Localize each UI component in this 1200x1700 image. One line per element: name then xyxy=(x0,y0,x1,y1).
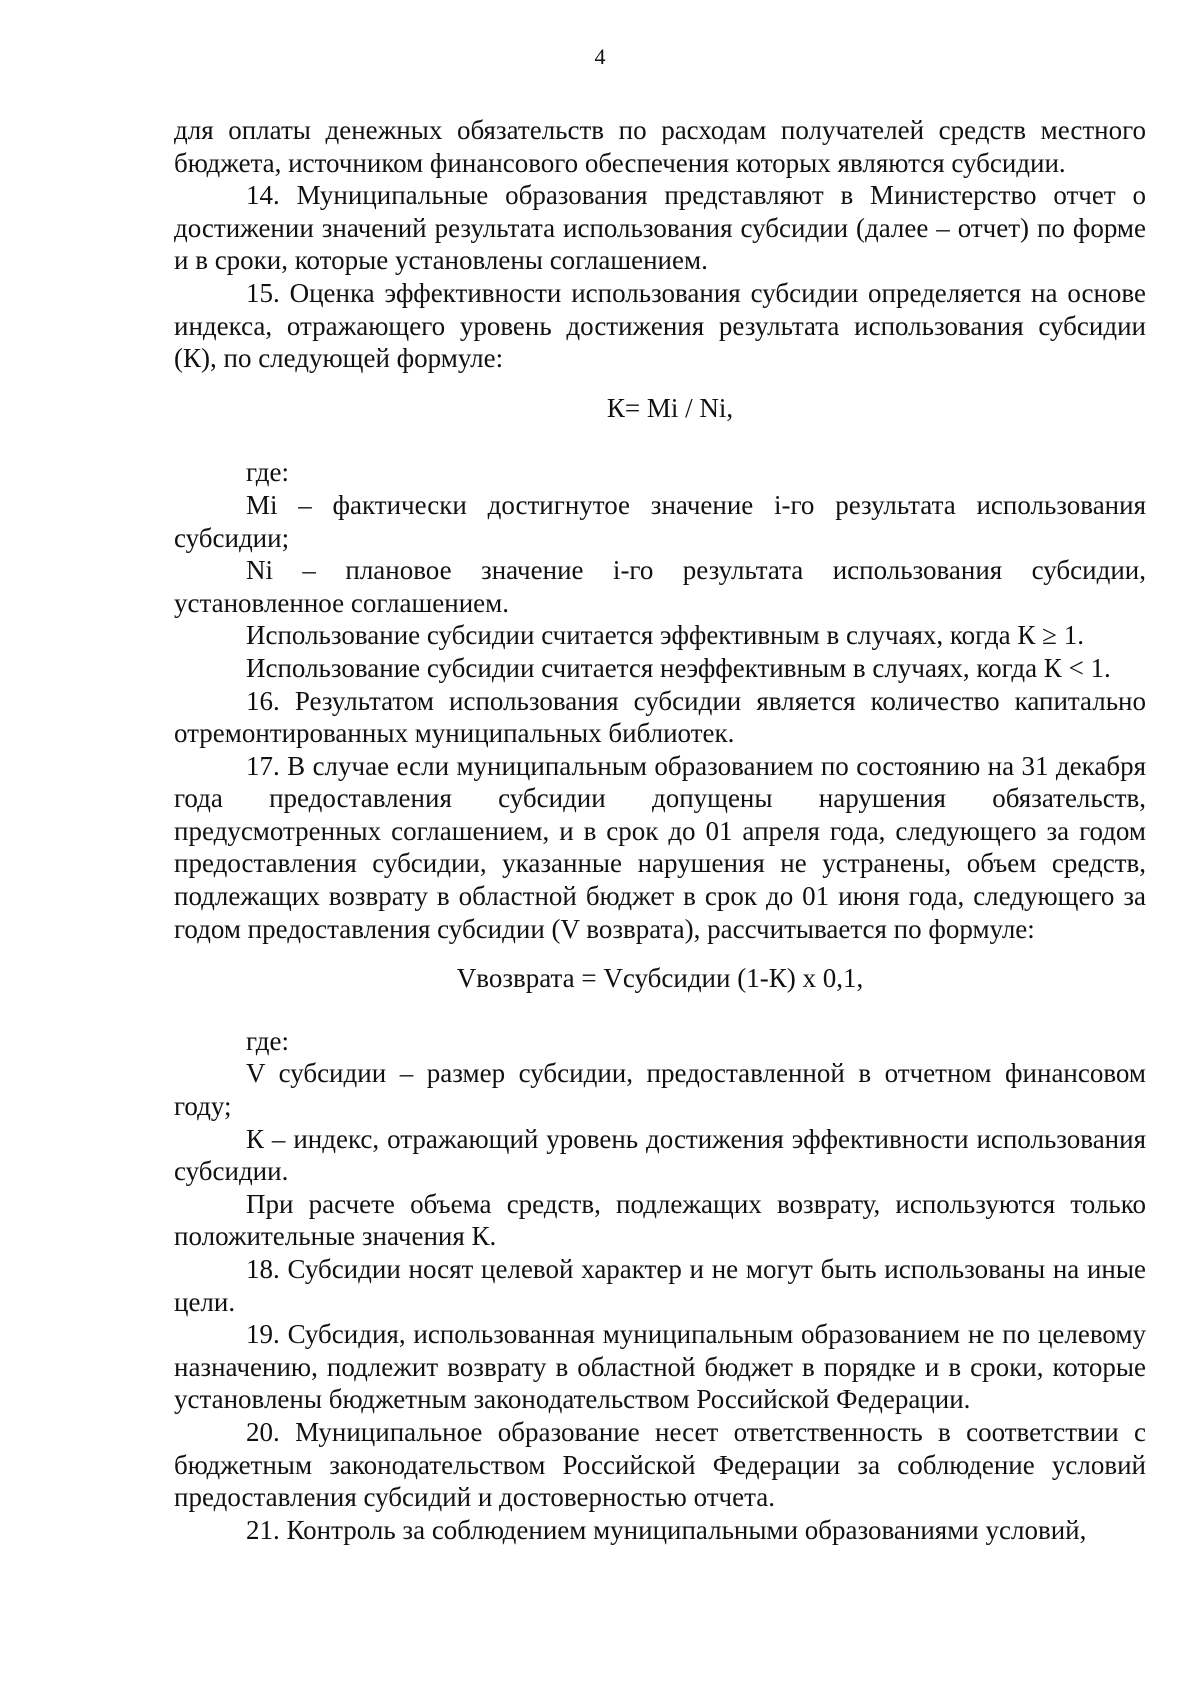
paragraph-18: 18. Субсидии носят целевой характер и не могут быть использованы на иные цели. xyxy=(174,1254,1146,1317)
where-label-1: где: xyxy=(246,457,289,488)
effective-condition: Использование субсидии считается эффективным в случаях, когда К ≥ 1. xyxy=(246,620,1084,651)
definition-k: К – индекс, отражающий уровень достижения эффективности использования субсидии. xyxy=(174,1123,1146,1187)
calculation-note: При расчете объема средств, подлежащих возврату, используются только положительные значения К. xyxy=(174,1188,1146,1252)
where-label-2: где: xyxy=(246,1025,289,1056)
paragraph-continuation: для оплаты денежных обязательств по расходам получателей средств местного бюджета, источником финансового обеспечения которых являются субсидии. xyxy=(174,115,1146,178)
ineffective-condition: Использование субсидии считается неэффективным в случаях, когда К < 1. xyxy=(246,652,1111,683)
paragraph-15: 15. Оценка эффективности использования субсидии определяется на основе индекса, отражающего уровень достижения результата использования субсидии (К), по следующей формуле: xyxy=(174,277,1146,374)
paragraph-20: 20. Муниципальное образование несет ответственность в соответствии с бюджетным законодательством Российской Федерации за соблюдение условий предоставления субсидий и достоверностью отчета. xyxy=(174,1416,1146,1513)
definition-mi: Mi – фактически достигнутое значение i-го результата использования субсидии; xyxy=(174,489,1146,553)
definition-v-subsidy: V субсидии – размер субсидии, предоставленной в отчетном финансовом году; xyxy=(174,1058,1146,1122)
formula-return-text: Vвозврата = Vсубсидии (1-К) х 0,1, xyxy=(456,963,864,994)
formula-index xyxy=(174,375,1146,457)
formula-index-text: К= Mi / Ni, xyxy=(606,392,734,423)
paragraph-21: 21. Контроль за соблюдением муниципальными образованиями условий, xyxy=(246,1514,1087,1545)
document-body xyxy=(174,114,1146,1546)
paragraph-19: 19. Субсидия, использованная муниципальным образованием не по целевому назначению, подлежит возврату в областной бюджет в порядке и в сроки, которые установлены бюджетным законодательством Российской Федерации. xyxy=(174,1319,1146,1415)
page-number: 4 xyxy=(594,44,606,69)
paragraph-17: 17. В случае если муниципальным образованием по состоянию на 31 декабря года предоставления субсидии допущены нарушения обязательств, предусмотренных соглашением, и в срок до 01 апреля года, следующего за годом предоставления субсидии, указанные нарушения не устранены, объем средств, подлежащих возврату в областной бюджет в срок до 01 июня года, следующего за годом предоставления субсидии (V возврата), рассчитывается по формуле: xyxy=(174,750,1146,944)
paragraph-16: 16. Результатом использования субсидии является количество капитально отремонтированных муниципальных библиотек. xyxy=(174,685,1146,749)
formula-return xyxy=(174,945,1146,1025)
paragraph-14: 14. Муниципальные образования представляют в Министерство отчет о достижении значений результата использования субсидии (далее – отчет) по форме и в сроки, которые установлены соглашением. xyxy=(174,180,1146,276)
definition-ni: Ni – плановое значение i-го результата использования субсидии, установленное соглашением. xyxy=(174,555,1146,618)
